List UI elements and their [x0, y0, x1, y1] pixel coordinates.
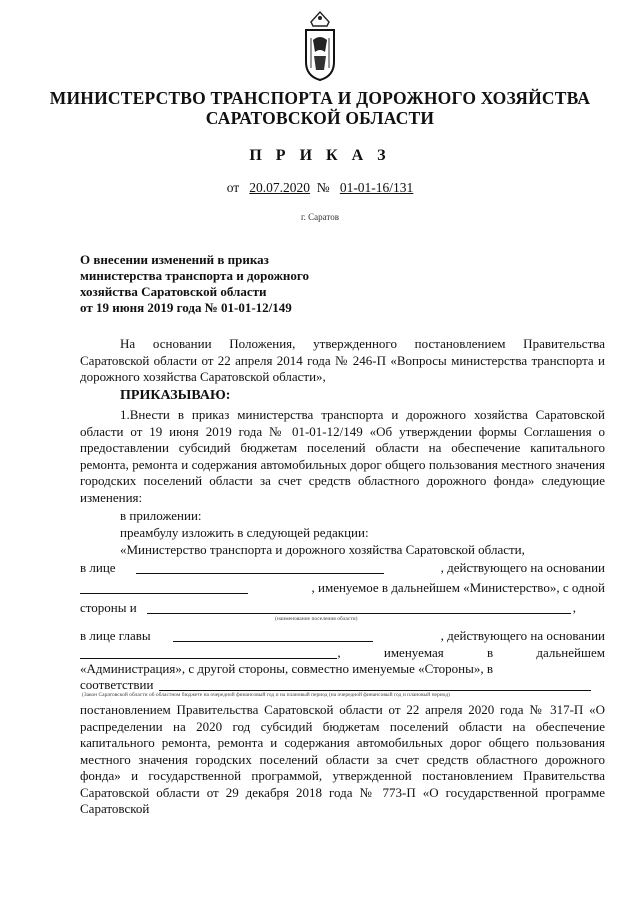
- form-text: ,: [572, 600, 576, 615]
- quote-start-line: «Министерство транспорта и дорожного хозяйства Саратовской области,: [120, 542, 525, 557]
- document-type-heading: П Р И К А З: [249, 147, 391, 164]
- subject-line: хозяйства Саратовской области: [80, 284, 267, 299]
- blank-field: [147, 600, 571, 614]
- coat-of-arms-emblem: [303, 8, 337, 82]
- form-text: , действующего на основании: [440, 560, 605, 575]
- subject-line: министерства транспорта и дорожного: [80, 268, 310, 283]
- number-prefix: №: [316, 180, 330, 195]
- note-budget-law: (Закон Саратовской области об областном бюджете на очередной финансовый год и на плановый период (на очередной финансовый год и плановый период): [82, 692, 450, 698]
- form-text: в лице: [80, 560, 116, 575]
- form-text: , именуемая в дальнейшем: [337, 645, 605, 660]
- form-line-5: [80, 645, 605, 661]
- city-label: г. Саратов: [301, 212, 339, 222]
- continuation-paragraph: постановлением Правительства Саратовской области от 22 апреля 2020 года № 317-П «О распределении на 2020 год субсидий бюджетам поселений области на обеспечение капитального ремонта, ремонта и содержания автомобильных дорог общего пользования местного значения городских поселений области за счет средств областного дорожного фонда» и государственной программой, утвержденной постановлением Правительства Саратовской области от 29 декабря 2018 года № 773-П «О государственной программе Саратовской: [80, 702, 605, 816]
- form-line-3: [80, 600, 605, 616]
- order-date: 20.07.2020: [249, 180, 311, 195]
- ministry-title-line2: САРАТОВСКОЙ ОБЛАСТИ: [205, 108, 435, 128]
- preamble-line: преамбулу изложить в следующей редакции:: [120, 525, 369, 540]
- form-line-4: [80, 628, 605, 644]
- note-settlement-name: (наименование поселения области): [275, 616, 358, 622]
- order-word: ПРИКАЗЫВАЮ:: [120, 388, 231, 403]
- ministry-title-line1: МИНИСТЕРСТВО ТРАНСПОРТА И ДОРОЖНОГО ХОЗЯЙСТВА: [49, 88, 591, 108]
- form-line-6: «Администрация», с другой стороны, совместно именуемые «Стороны», в: [80, 661, 494, 676]
- basis-paragraph: На основании Положения, утвержденного постановлением Правительства Саратовской области от 22 апреля 2014 года № 246-П «Вопросы министерства транспорта и дорожного хозяйства Саратовской области»,: [80, 336, 605, 384]
- blank-field: [173, 628, 373, 642]
- form-line-7: [80, 677, 605, 693]
- date-prefix: от: [226, 180, 240, 195]
- form-line-2: [80, 580, 605, 596]
- order-subject: [80, 252, 309, 316]
- form-text: в лице главы: [80, 628, 151, 643]
- blank-field: [80, 645, 337, 659]
- blank-field: [136, 560, 384, 574]
- blank-field: [80, 580, 248, 594]
- subject-line: О внесении изменений в приказ: [80, 252, 269, 267]
- blank-field: [159, 677, 591, 691]
- date-number-line: [0, 180, 640, 196]
- form-line-1: [80, 560, 605, 576]
- form-text: соответствии: [80, 677, 154, 692]
- form-text: , именуемое в дальнейшем «Министерство», с одной: [311, 580, 605, 595]
- item-1-paragraph: 1.Внести в приказ министерства транспорта и дорожного хозяйства Саратовской области от 19 июня 2019 года № 01-01-12/149 «Об утверждении формы Соглашения о предоставлении субсидий бюджетам поселений области на обеспечение капитального ремонта, ремонта и содержания автомобильных дорог общего пользования местного значения городских поселений области за счет средств областного дорожного фонда» следующие изменения:: [80, 407, 605, 505]
- in-appendix-line: в приложении:: [120, 508, 202, 523]
- form-text: стороны и: [80, 600, 137, 615]
- form-text: , действующего на основании: [440, 628, 605, 643]
- order-number: 01-01-16/131: [339, 180, 414, 195]
- subject-line: от 19 июня 2019 года № 01-01-12/149: [80, 300, 292, 315]
